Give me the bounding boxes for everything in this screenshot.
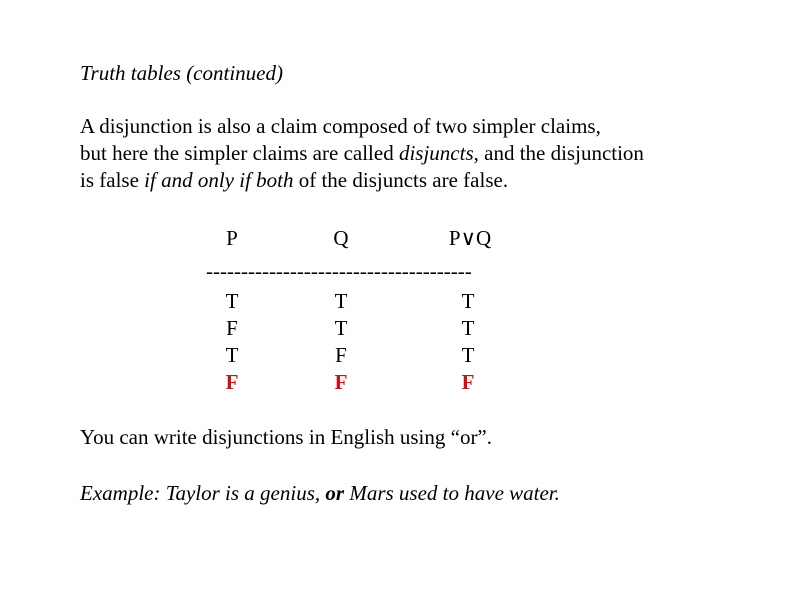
table-cell: T xyxy=(461,316,475,340)
table-cell: T xyxy=(334,289,348,313)
header-p: P xyxy=(226,226,238,250)
table-cell: T xyxy=(461,343,475,367)
example-keyword-or: or xyxy=(325,481,345,505)
table-cell-highlighted: F xyxy=(334,370,348,394)
intro-line-2-text-b: , and the disjunction xyxy=(473,141,644,165)
intro-line-3 xyxy=(80,167,508,194)
table-cell: T xyxy=(225,289,239,313)
table-cell: F xyxy=(226,316,238,340)
intro-line-3-text-b: of the disjuncts are false. xyxy=(293,168,509,192)
iff-both-phrase: if and only if both xyxy=(144,168,294,192)
table-cell-highlighted: F xyxy=(225,370,239,394)
intro-line-3-text-a: is false xyxy=(80,168,145,192)
table-cell: F xyxy=(335,343,347,367)
intro-line-2-text-a: but here the simpler claims are called xyxy=(80,141,399,165)
table-cell: T xyxy=(334,316,348,340)
slide-title: Truth tables (continued) xyxy=(80,61,283,85)
intro-line-2 xyxy=(80,140,644,167)
header-p-or-q: P∨Q xyxy=(448,226,492,250)
table-separator: -------------------------------------- xyxy=(206,259,472,283)
example-suffix: Mars used to have water. xyxy=(344,481,560,505)
note-line: You can write disjunctions in English using “or”. xyxy=(80,425,493,449)
term-disjuncts: disjuncts xyxy=(398,141,474,165)
table-cell: T xyxy=(461,289,475,313)
example-line xyxy=(80,480,560,507)
table-cell-highlighted: F xyxy=(461,370,475,394)
table-cell: T xyxy=(225,343,239,367)
example-prefix: Example: Taylor is a genius, xyxy=(80,481,326,505)
header-q: Q xyxy=(333,226,349,250)
intro-line-1: A disjunction is also a claim composed of two simpler claims, xyxy=(80,114,601,138)
